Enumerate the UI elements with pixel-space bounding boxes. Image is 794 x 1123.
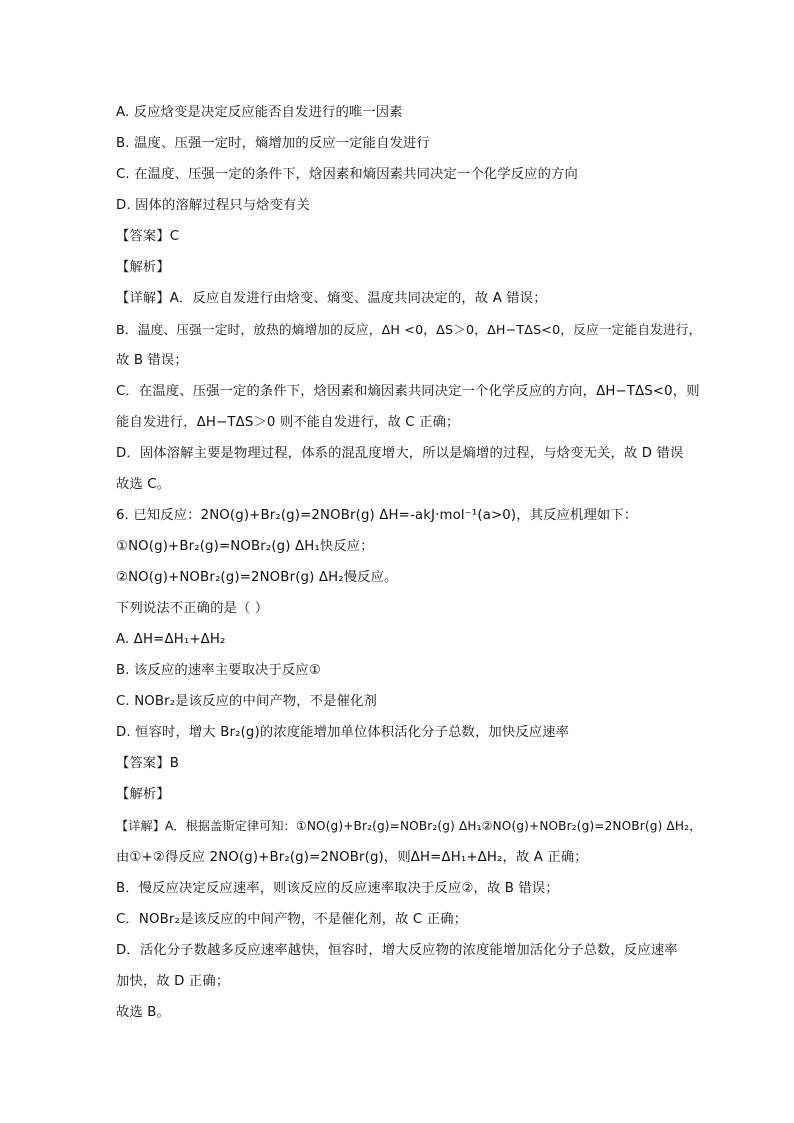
q6-option-b: B. 该反应的速率主要取决于反应①	[116, 663, 321, 678]
q5-option-a: A. 反应焓变是决定反应能否自发进行的唯一因素	[116, 105, 403, 120]
q5-detail-line: 【详解】A．反应自发进行由焓变、熵变、温度共同决定的，故 A 错误；	[116, 291, 547, 306]
q5-analysis-label: 【解析】	[116, 260, 170, 275]
q6-detail-line: 故选 B。	[116, 1005, 170, 1020]
q5-answer: 【答案】C	[116, 229, 180, 244]
q5-detail-line: D．固体溶解主要是物理过程，体系的混乱度增大，所以是熵增的过程，与焓变无关，故 D 错误	[116, 446, 684, 461]
q6-analysis-label: 【解析】	[116, 787, 170, 802]
q5-detail-line: 故选 C。	[116, 477, 171, 492]
q6-option-c: C. NOBr₂是该反应的中间产物，不是催化剂	[116, 694, 377, 709]
q6-stem-line: 6. 已知反应：2NO(g)+Br₂(g)=2NOBr(g) ΔH=-akJ·mol⁻¹(a>0)，其反应机理如下：	[116, 508, 638, 523]
q6-option-d: D. 恒容时，增大 Br₂(g)的浓度能增加单位体积活化分子总数，加快反应速率	[116, 725, 570, 740]
q6-detail-line: C．NOBr₂是该反应的中间产物，不是催化剂，故 C 正确；	[116, 912, 468, 927]
q5-option-c: C. 在温度、压强一定的条件下，焓因素和熵因素共同决定一个化学反应的方向	[116, 167, 578, 182]
q6-stem-line: ①NO(g)+Br₂(g)=NOBr₂(g) ΔH₁快反应；	[116, 539, 374, 554]
q5-detail-line: 故 B 错误；	[116, 353, 188, 368]
q5-detail-line: B．温度、压强一定时，放热的熵增加的反应，ΔH <0，ΔS＞0，ΔH−TΔS<0，反应一定能自发进行，	[116, 322, 702, 337]
q5-option-d: D. 固体的溶解过程只与焓变有关	[116, 198, 310, 213]
q5-detail-line: C．在温度、压强一定的条件下，焓因素和熵因素共同决定一个化学反应的方向，ΔH−TΔS<0，则	[116, 384, 700, 399]
q6-detail-line: 【详解】A．根据盖斯定律可知：①NO(g)+Br₂(g)=NOBr₂(g) ΔH₁②NO(g)+NOBr₂(g)=2NOBr(g) ΔH₂，	[116, 819, 702, 833]
q6-stem-line: 下列说法不正确的是（ ）	[116, 601, 269, 616]
q6-detail-line: B．慢反应决定反应速率，则该反应的反应速率取决于反应②，故 B 错误；	[116, 881, 559, 896]
q6-detail-line: 由①+②得反应 2NO(g)+Br₂(g)=2NOBr(g)，则ΔH=ΔH₁+ΔH₂，故 A 正确；	[116, 850, 588, 865]
q6-option-a: A. ΔH=ΔH₁+ΔH₂	[116, 632, 226, 647]
q6-detail-line: 加快，故 D 正确；	[116, 974, 230, 989]
q6-stem-line: ②NO(g)+NOBr₂(g)=2NOBr(g) ΔH₂慢反应。	[116, 570, 398, 585]
q5-option-b: B. 温度、压强一定时，熵增加的反应一定能自发进行	[116, 136, 430, 151]
q6-detail-line: D．活化分子数越多反应速率越快，恒容时，增大反应物的浓度能增加活化分子总数，反应速率	[116, 943, 678, 958]
q5-detail-line: 能自发进行，ΔH−TΔS＞0 则不能自发进行，故 C 正确；	[116, 415, 460, 430]
q6-answer: 【答案】B	[116, 756, 180, 771]
